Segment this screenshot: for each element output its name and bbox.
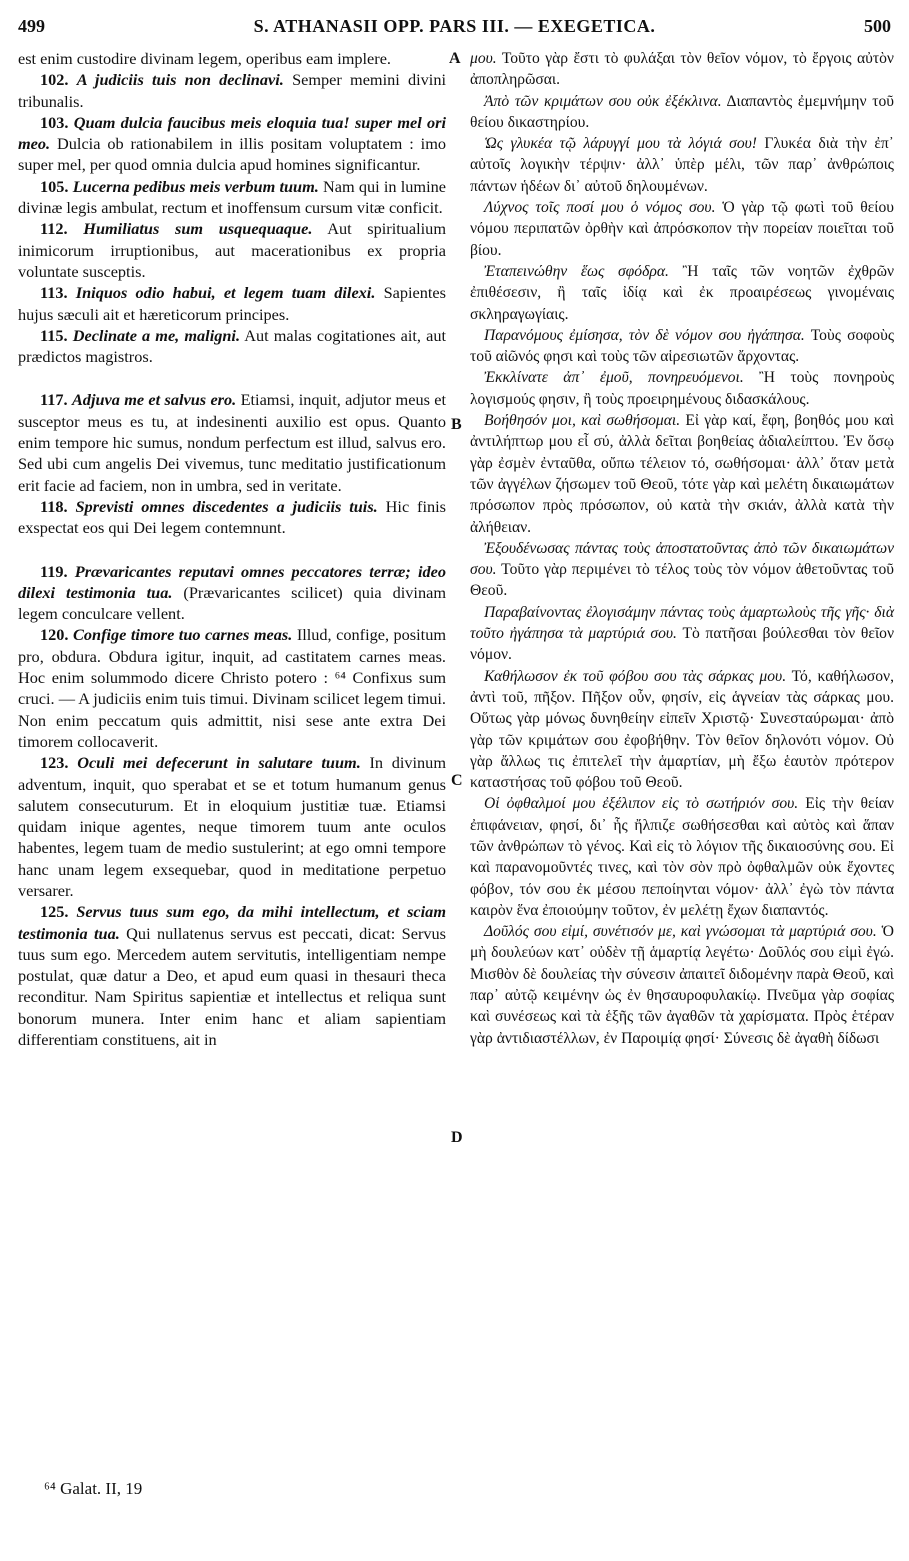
latin-paragraph: 118. Sprevisti omnes discedentes a judiciis tuis. Hic finis exspectat eos qui Dei legem contemnunt.: [18, 496, 447, 538]
greek-paragraph: Ἐταπεινώθην ἕως σφόδρα. Ἢ ταῖς τῶν νοητῶν ἐχθρῶν ἐπιθέσεσιν, ἢ ταῖς ἰδίᾳ καὶ ἐκ προαιρέσεως γινομέναις σκληραγωγίαις.: [470, 262, 895, 323]
latin-paragraph: 103. Quam dulcia faucibus meis eloquia tua! super mel ori meo. Dulcia ob rationabilem in illis positam voluptatem : imo super mel, per quod omnia dulcia apud homines significantur.: [18, 112, 446, 175]
greek-paragraph: Οἱ ὀφθαλμοί μου ἐξέλιπον εἰς τὸ σωτήριόν σου. Εἰς τὴν θείαν ἐπιφάνειαν, φησί, δι᾽ ἧς ἤλπιζε σωθήσεσθαι καὶ αὐτὸς καὶ ἅπαν τῶν ἀνθρώπων τὸ γένος. Καὶ εἰς τὸ λόγιον τῆς δικαιοσύνης σου. Εἰ καὶ παρανομοῦντές τινες, καὶ τὸν σὸν πρὸ ὀφθαλμῶν οὐκ ἔχοντες φόβον, τόν σου ἐκ μέσου πεποίηνται νόμον· ἀλλ᾽ ἐγὼ τὸν πάντα καιρὸν ἕνα ἐποιούμην τοῦτον, ἐν μελέτῃ ἔχων διαπαντός.: [470, 795, 894, 919]
greek-paragraph: Λύχνος τοῖς ποσί μου ὁ νόμος σου. Ὁ γὰρ τῷ φωτὶ τοῦ θείου νόμου περιπατῶν ὀρθὴν καὶ ἀπρόσκοπον τὴν πορείαν ποιεῖται τοῦ βίου.: [470, 199, 894, 259]
latin-paragraph: 105. Lucerna pedibus meis verbum tuum. Nam qui in lumine divinæ legis ambulat, rectum et inoffensum cursum vitæ conficit.: [18, 176, 446, 218]
page-number-left: 499: [18, 16, 45, 36]
latin-paragraph: est enim custodire divinam legem, operibus eam implere.: [18, 49, 392, 68]
greek-paragraph: Παρανόμους ἐμίσησα, τὸν δὲ νόμον σου ἠγάπησα. Τοὺς σοφοὺς τοῦ αἰῶνός φησι καὶ τοὺς τῶν αἱρεσιωτῶν ἄρχοντας.: [470, 326, 894, 366]
latin-column: [18, 48, 446, 1050]
greek-paragraph: μου. Τοῦτο γὰρ ἔστι τὸ φυλάξαι τὸν θεῖον νόμον, τὸ ἔργοις αὐτὸν ἀποπληρῶσαι.: [470, 50, 894, 89]
latin-paragraph: 120. Confige timore tuo carnes meas. Illud, confige, positum pro, obdura. Obdura igitur, inquit, ad castitatem carnes meas. Hoc enim solummodo dicere Christo potero : ⁶⁴ Confixus sum cruci. — A judiciis enim tuis timui. Divinam scilicet legem timui. Non enim peccatum quis admittit, nisi sese ante extra Dei timorem collocaverit.: [18, 625, 446, 751]
greek-paragraph: Δοῦλός σου εἰμί, συνέτισόν με, καὶ γνώσομαι τὰ μαρτύριά σου. Ὁ μὴ δουλεύων κατ᾽ οὐδὲν τῇ ἁμαρτίᾳ λεγέτω· Δοῦλός σου εἰμὶ ἐγώ. Μισθὸν δὲ δουλείας τὴν σύνεσιν ἀπαιτεῖ διδομένην παρὰ Θεοῦ, καὶ παρ᾽ αὐτῷ κειμένην ὡς ἐν θησαυροφυλακίῳ. Πνεῦμα γὰρ σοφίας καὶ συνέσεως καὶ τὰ ἑξῆς τῶν ἀγαθῶν τὰ χαρίσματα. Πρὸς ἑτέραν γὰρ ἀντιδιαστέλλων, ἐν Παροιμίᾳ φησί· Σύνεσις δὲ ἀγαθὴ δίδωσι: [470, 923, 894, 1047]
greek-paragraph: Ἐξουδένωσας πάντας τοὺς ἀποστατοῦντας ἀπὸ τῶν δικαιωμάτων σου. Τοῦτο γὰρ περιμένει τὸ τέλος τοὺς τὸν νόμον ἀθετοῦντας τοῦ Θεοῦ.: [470, 539, 894, 600]
latin-paragraph: 112. Humiliatus sum usquequaque. Aut spiritualium inimicorum irruptionibus, aut macerationibus ex propria voluntate susceptis.: [18, 219, 446, 281]
latin-paragraph: 102. A judiciis tuis non declinavi. Semper memini divini tribunalis.: [18, 70, 446, 111]
latin-paragraph: 123. Oculi mei defecerunt in salutare tuum. In divinum adventum, inquit, quo sperabat et se et totum humanum genus salutem consecuturum. Et in eloquium justitiæ tuæ. Etiamsi quidam inique agentes, neque timorem tuum ante oculos habentes, legem tuam de medio sustulerint; at ego omni tempore hanc unam legem exsequebar, quod in meditatione perpetuo versarer.: [18, 753, 446, 900]
greek-paragraph: Ἀπὸ τῶν κριμάτων σου οὐκ ἐξέκλινα. Διαπαντὸς ἐμεμνήμην τοῦ θείου δικαστηρίου.: [470, 92, 894, 131]
footnote: ⁶⁴ Galat. II, 19: [44, 1479, 143, 1498]
greek-paragraph: Ὡς γλυκέα τῷ λάρυγγί μου τὰ λόγιά σου! Γλυκέα διὰ τὴν ἐπ᾽ αὐτοῖς λογικὴν τέρψιν· ἀλλ᾽ ὑπὲρ μέλι, τῶν παρ᾽ ἀνθρώποις πάντων ἡδέων δι᾽ αὐτοῦ δηλουμένων.: [470, 135, 894, 195]
margin-marker-d: D: [451, 1129, 463, 1146]
latin-paragraph: 113. Iniquos odio habui, et legem tuam dilexi. Sapientes hujus sæculi ait et hæreticorum principes.: [18, 283, 446, 324]
latin-paragraph: 115. Declinate a me, maligni. Aut malas cogitationes ait, aut prædictos magistros.: [18, 325, 446, 367]
latin-paragraph: 117. Adjuva me et salvus ero. Etiamsi, inquit, adjutor meus et susceptor meus es tu, at indesinenti auxilio est opus. Quanto enim tempore hic sumus, nondum perfectum est illud, salvus ero. Sed ubi cum angelis Dei vivemus, tunc meditatio justificationum erit facie ad faciem, non in umbra, sed in veritate.: [18, 390, 447, 495]
greek-paragraph: Ἐκκλίνατε ἀπ᾽ ἐμοῦ, πονηρευόμενοι. Ἢ τοὺς πονηροὺς λογισμούς φησιν, ἢ τοὺς προειρημένους διδασκάλους.: [470, 369, 894, 408]
margin-marker-a: A: [449, 50, 461, 67]
running-title: S. ATHANASII OPP. PARS III. — EXEGETICA.: [253, 16, 656, 36]
latin-paragraph: 119. Prævaricantes reputavi omnes peccatores terræ; ideo dilexi testimonia tua. (Prævaricantes scilicet) quia divinam legem conculcare vellent.: [18, 561, 447, 624]
greek-paragraph: Καθήλωσον ἐκ τοῦ φόβου σου τὰς σάρκας μου. Τό, καθήλωσον, ἀντὶ τοῦ, πῆξον. Πῆξον οὖν, φησίν, εἰς ἁγνείαν τὰς σάρκας μου. Οὕτως γὰρ μόνως δυνηθείην εἰπεῖν Χριστῷ· Συνεσταύρωμαι· ἀπὸ γὰρ τῶν κριμάτων σου ἐφοβήθην. Τὸν θεῖον δηλονότι νόμον. Οὐ γὰρ ἄλλως τις ἐπιτελεῖ τὴν ἁμαρτίαν, μὴ ἔξω ἑαυτὸν πρότερον καταστήσας τοῦ φόβου τοῦ Θεοῦ.: [470, 667, 894, 792]
greek-paragraph: Παραβαίνοντας ἐλογισάμην πάντας τοὺς ἁμαρτωλοὺς τῆς γῆς· διὰ τοῦτο ἠγάπησα τὰ μαρτύριά σου. Τὸ πατῆσαι βούλεσθαι τὸν θεῖον νόμον.: [470, 603, 894, 664]
latin-paragraph: 125. Servus tuus sum ego, da mihi intellectum, et sciam testimonia tua. Qui nullatenus servus est peccati, dicat: Servus tuus sum ego. Mercedem autem servitutis, intelligentiam nempe postulat, quæ datur a Deo, et apud eum quasi in thesauri theca reconditur. Nam Spiritus sapientiæ et intellectus et reliqua sunt bonorum munera. Inter enim hanc et aliam sapientiam differentiam constituens, ait in: [18, 902, 446, 1050]
greek-column: [470, 48, 894, 1049]
margin-marker-b: B: [451, 416, 462, 433]
margin-marker-c: C: [451, 772, 463, 789]
page-number-right: 500: [864, 16, 891, 36]
page-header: [18, 14, 891, 40]
greek-paragraph: Βοήθησόν μοι, καὶ σωθήσομαι. Εἰ γὰρ καί, ἔφη, βοηθός μου καὶ ἀντιλήπτωρ μου εἶ σύ, ἀλλὰ δεῖται βοηθείας ἀδιαλείπτου. Ἐν ὅσῳ γὰρ ἐσμὲν ἐνταῦθα, οὔπω τέλειον τό, σωθήσομαι· ἀλλ᾽ ὅταν μετὰ τῶν ἀγγέλων ζήσωμεν τοῦ Θεοῦ, τότε γὰρ καὶ μελέτη δικαιωμάτων πρόσωπον πρὸς πρόσωπον, οὐ κατὰ τὴν σκιάν, ἀλλὰ κατὰ τὴν ἀλήθειαν.: [470, 412, 894, 536]
